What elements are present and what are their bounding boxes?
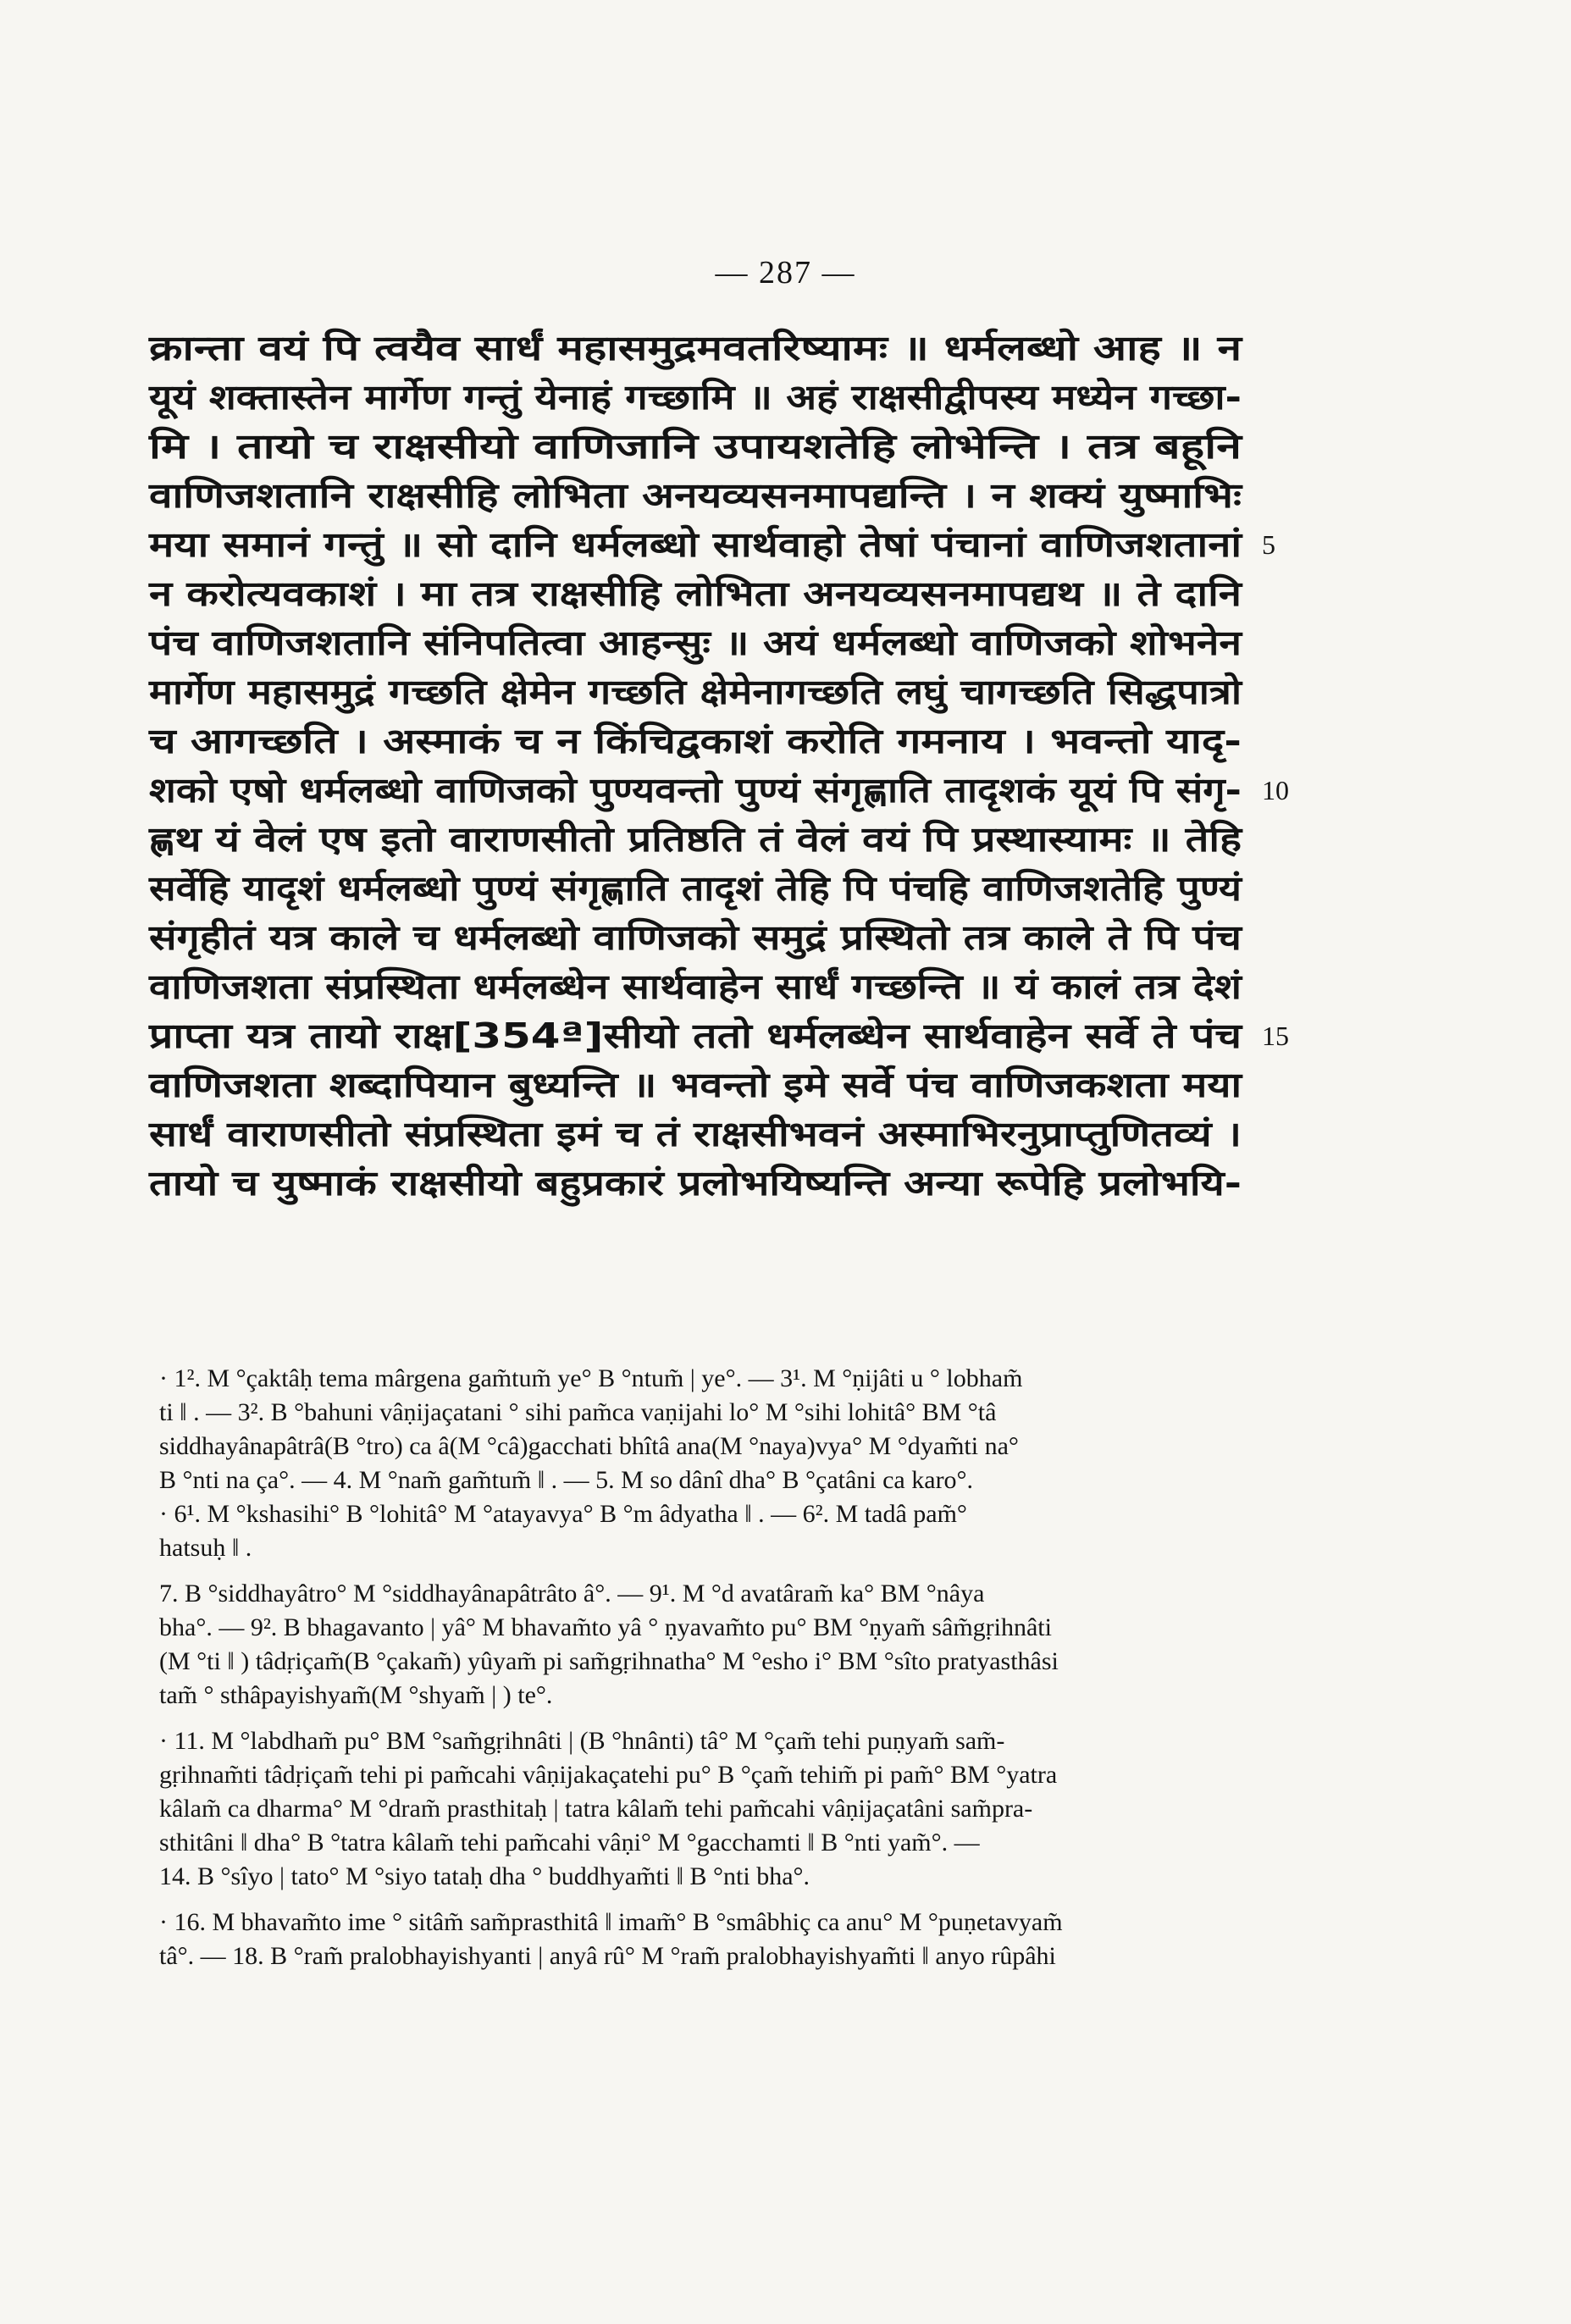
main-text-line-content: मार्गेण महासमुद्रं गच्छति क्षेमेन गच्छति क्षेमेनागच्छति लघुं चागच्छति सिद्धपात्रो (149, 672, 1242, 712)
main-text-line-content: मया समानं गन्तुं ॥ सो दानि धर्मलब्धो सार्थवाहो तेषां पंचानां वाणिजशतानां (149, 524, 1242, 565)
main-text-line-content: ह्णथ यं वेलं एष इतो वाराणसीतो प्रतिष्ठति तं वेलं वयं पि प्रस्थास्यामः ॥ तेहि (149, 819, 1242, 860)
main-text-line-content: वाणिजशता संप्रस्थिता धर्मलब्धेन सार्थवाहेन सार्धं गच्छन्ति ॥ यं कालं तत्र देशं (149, 966, 1242, 1007)
footnote-line: ti ‖ . — 3². B °bahuni vâṇijaçatani ° sihi pam̃ca vaṇijahi lo° M °sihi lohitâ° BM °tâ (159, 1398, 997, 1426)
main-text-line-content: न करोत्यवकाशं । मा तत्र राक्षसीहि लोभिता अनयव्यसनमापद्यथ ॥ ते दानि (149, 573, 1242, 614)
main-text-line (149, 618, 1250, 667)
footnote-line: 7. B °siddhayâtro° M °siddhayânapâtrâto â°. — 9¹. M °d avatâram̃ ka° BM °nâya (159, 1580, 985, 1607)
footnote-line: tam̃ ° sthâpayishyam̃(M °shyam̃ | ) te°. (159, 1681, 553, 1709)
line-number: 10 (1262, 775, 1289, 805)
footnote-line: B °nti na ça°. — 4. M °nam̃ gam̃tum̃ ‖ . — 5. M so dânî dha° B °çatâni ca karo°. (159, 1466, 974, 1494)
footnote-line: kâlam̃ ca dharma° M °dram̃ prasthitaḥ | tatra kâlam̃ tehi pam̃cahi vâṇijaçatâni sam̃pra- (159, 1795, 1033, 1823)
footnote-line: · 11. M °labdham̃ pu° BM °sam̃gṛihnâti | (B °hnânti) tâ° M °çam̃ tehi puṇyam̃ sam̃- (159, 1727, 1005, 1755)
main-text-line (149, 569, 1250, 618)
main-text-line-content: वाणिजशता शब्दापियान बुध्यन्ति ॥ भवन्तो इमे सर्वे पंच वाणिजकशता मया (149, 1065, 1242, 1105)
main-text-line (149, 864, 1250, 913)
main-text-line (149, 962, 1250, 1011)
main-text-line-content: शको एषो धर्मलब्धो वाणिजको पुण्यवन्तो पुण्यं संगृह्णाति तादृशकं यूयं पि संगृ- (149, 770, 1242, 811)
main-text-line (149, 520, 1275, 569)
main-text-line-content: संगृहीतं यत्र काले च धर्मलब्धो वाणिजको समुद्रं प्रस्थितो तत्र काले ते पि पंच (149, 917, 1242, 958)
main-text-line (149, 815, 1250, 864)
footnote-line: · 16. M bhavam̃to ime ° sitâm̃ sam̃prasthitâ ‖ imam̃° B °smâbhiç ca anu° M °puṇetavyam̃ (159, 1908, 1063, 1936)
main-text-line (149, 471, 1250, 520)
main-text-line (149, 717, 1250, 766)
main-text-line-content: प्राप्ता यत्र तायो राक्ष[354ª]सीयो ततो धर्मलब्धेन सार्थवाहेन सर्वे ते पंच (149, 1015, 1242, 1056)
main-text-line-content: क्रान्ता वयं पि त्वयैव सार्धं महासमुद्रमवतरिष्यामः ॥ धर्मलब्धो आह ॥ न (149, 328, 1242, 368)
main-text-line (149, 913, 1250, 962)
footnote-line: gṛihnam̃ti tâdṛiçam̃ tehi pi pam̃cahi vâṇijakaçatehi pu° B °çam̃ tehim̃ pi pam̃° BM °yatra (159, 1761, 1058, 1789)
main-text-line-content: सर्वेहि यादृशं धर्मलब्धो पुण्यं संगृह्णाति तादृशं तेहि पि पंचहि वाणिजशतेहि पुण्यं (149, 868, 1242, 909)
footnote-line: bha°. — 9². B bhagavanto | yâ° M bhavam̃to yâ ° ṇyavam̃to pu° BM °ṇyam̃ sâm̃gṛihnâti (159, 1613, 1052, 1641)
footnote-line: sthitâni ‖ dha° B °tatra kâlam̃ tehi pam̃cahi vâṇi° M °gacchamti ‖ B °nti yam̃°. — (159, 1829, 980, 1856)
footnote-line: 14. B °sîyo | tato° M °siyo tataḥ dha ° buddhyam̃ti ‖ B °nti bha°. (159, 1862, 810, 1890)
footnote-line: hatsuḥ ‖ . (159, 1534, 252, 1562)
main-text-line-content: यूयं शक्तास्तेन मार्गेण गन्तुं येनाहं गच्छामि ॥ अहं राक्षसीद्वीपस्य मध्येन गच्छा- (149, 377, 1242, 418)
footnote-line: tâ°. — 18. B °ram̃ pralobhayishyanti | anyâ rû° M °ram̃ pralobhayishyam̃ti ‖ anyo rûpâhi (159, 1942, 1056, 1970)
footnotes-apparatus (159, 1362, 1260, 1973)
main-text-line (149, 324, 1250, 373)
main-text-line (149, 1109, 1250, 1159)
main-text-body (149, 324, 1289, 1208)
main-text-line (149, 1011, 1289, 1060)
footnote-line: · 1². M °çaktâḥ tema mârgena gam̃tum̃ ye° B °ntum̃ | ye°. — 3¹. M °ṇijâti u ° lobham̃ (159, 1364, 1023, 1392)
main-text-line (149, 667, 1250, 717)
main-text-line (149, 766, 1289, 815)
main-text-line (149, 373, 1250, 422)
main-text-line-content: च आगच्छति । अस्माकं च न किंचिद्वकाशं करोति गमनाय । भवन्तो यादृ- (149, 721, 1242, 761)
main-text-line-content: सार्धं वाराणसीतो संप्रस्थिता इमं च तं राक्षसीभवनं अस्माभिरनुप्राप्तुणितव्यं । (149, 1114, 1242, 1154)
line-number: 15 (1262, 1021, 1289, 1051)
main-text-line-content: तायो च युष्माकं राक्षसीयो बहुप्रकारं प्रलोभयिष्यन्ति अन्या रूपेहि प्रलोभयि- (149, 1163, 1242, 1204)
main-text-line-content: पंच वाणिजशतानि संनिपतित्वा आहन्सुः ॥ अयं धर्मलब्धो वाणिजको शोभनेन (149, 622, 1242, 663)
main-text-line (149, 1159, 1250, 1208)
main-text-line (149, 1060, 1250, 1109)
page-number: — 287 — (715, 255, 856, 290)
line-number: 5 (1262, 529, 1275, 560)
main-text-line-content: मि । तायो च राक्षसीयो वाणिजानि उपायशतेहि लोभेन्ति । तत्र बहूनि (149, 426, 1242, 467)
footnote-line: · 6¹. M °kshasihi° B °lohitâ° M °atayavya° B °m âdyatha ‖ . — 6². M tadâ pam̃° (159, 1500, 967, 1528)
footnote-line: siddhayânapâtrâ(B °tro) ca â(M °câ)gacchati bhîtâ ana(M °naya)vya° M °dyam̃ti na° (159, 1432, 1019, 1460)
main-text-line-content: वाणिजशतानि राक्षसीहि लोभिता अनयव्यसनमापद्यन्ति । न शक्यं युष्माभिः (149, 475, 1242, 516)
main-text-line (149, 422, 1250, 471)
footnote-line: (M °ti ‖ ) tâdṛiçam̃(B °çakam̃) yûyam̃ pi sam̃gṛihnatha° M °esho i° BM °sîto pratyasthâsi (159, 1647, 1059, 1675)
